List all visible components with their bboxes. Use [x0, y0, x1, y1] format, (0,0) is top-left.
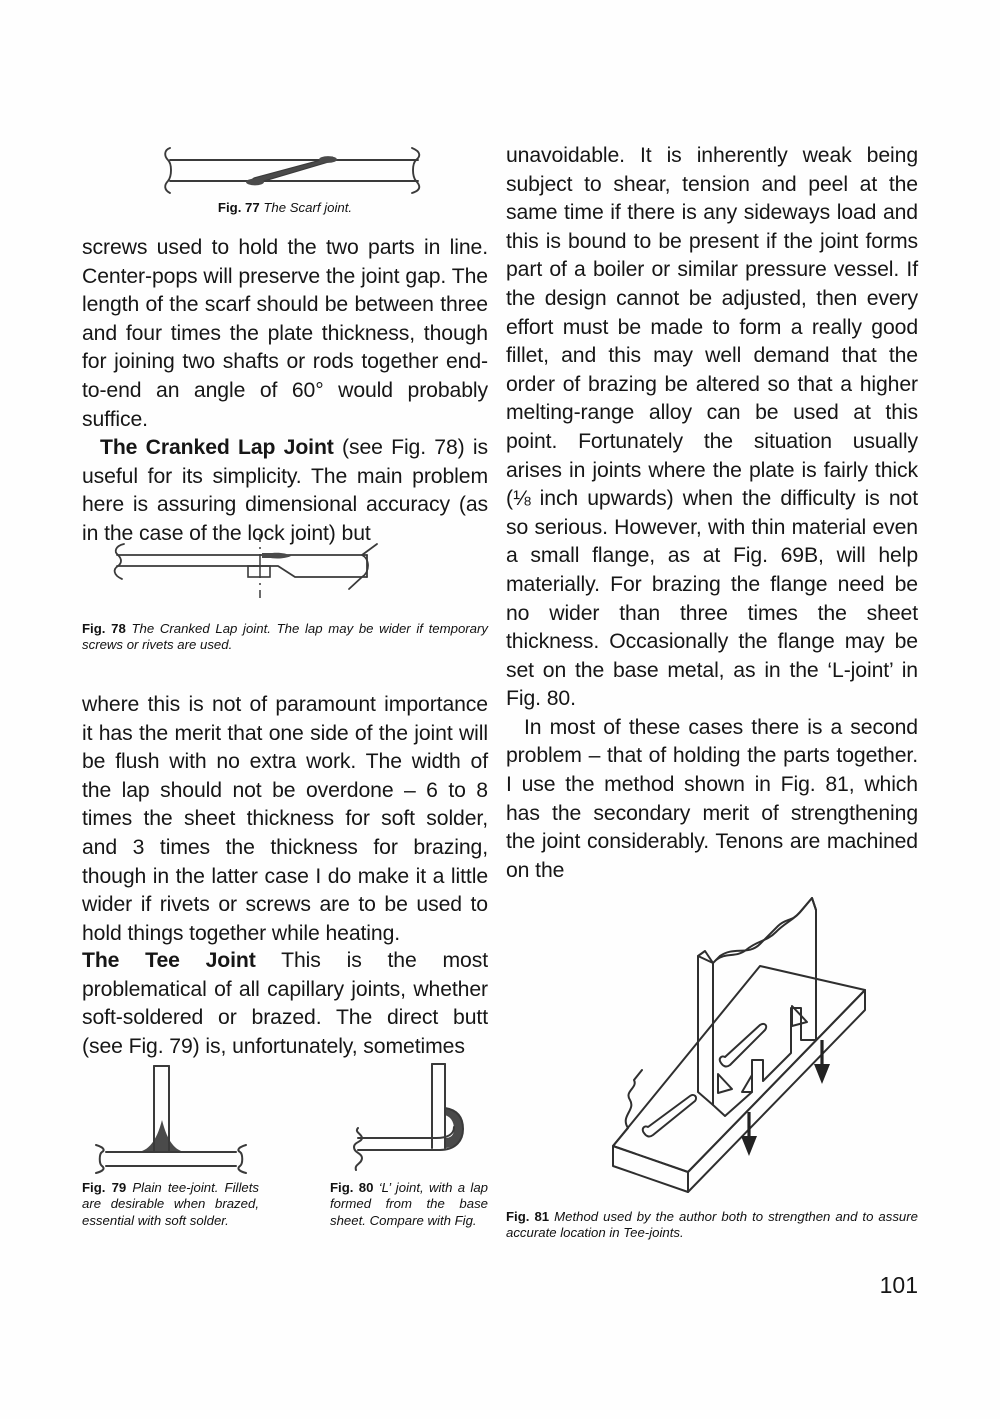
fillet-left [136, 1120, 162, 1152]
figure-80-caption-text: ‘L’ joint, with a lap formed from the base sheet. Compare with Fig. [330, 1180, 488, 1228]
figure-78-caption [82, 621, 488, 654]
scarf-joint-drawing [82, 140, 488, 198]
figure-79-caption [82, 1180, 259, 1229]
lap-fillet-2 [262, 553, 276, 558]
figure-81-caption-label: Fig. 81 [506, 1209, 550, 1224]
page-number: 101 [879, 1272, 918, 1298]
fillet-right [162, 1120, 187, 1152]
paragraph-unavoidable: unavoidable. It is inherently weak being subject to shear, tension and peel at the same time if there is any sideways load and this is bound to be present if the joint forms part of a boiler or similar pressure vessel. If the design cannot be adjusted, then every effort must be made to form a really good fillet, and this may well demand that the order of brazing be altered so that a higher melting-range alloy can be used at this point. Fortunately the situation usually arises in joints where the plate is fairly thick (⅛ inch upwards) when the difficulty is not so serious. However, with thin material even a small flange, as at Fig. 69B, will help materially. For brazing the flange need be no wider than three times the sheet thickness. Occasionally the flange may be set on the base metal, as in the ‘L-joint’ in Fig. 80. [506, 144, 918, 711]
figure-79-plain-tee-joint [84, 1052, 284, 1170]
figure-79-caption-label: Fig. 79 [82, 1180, 127, 1195]
paragraph-tee-joint [82, 947, 488, 1061]
figure-81-tenon-tee-joint [520, 848, 920, 1198]
paragraph-screws-used: screws used to hold the two parts in line. Center-pops will preserve the joint gap. The length of the scarf should be between three and four times the plate thickness, though for joining two shafts or rods together end-to-end an angle of 60° would probably suffice. [82, 236, 488, 431]
paragraph-cranked-lap-joint-rest: (see Fig. 78) is useful for its simplicity. The main problem here is assuring dimensional accuracy (as in the case of the lock joint) but [82, 436, 488, 545]
base-plate-break-edge [613, 1070, 642, 1146]
figure-78-caption-text: The Cranked Lap joint. The lap may be wider if temporary screws or rivets are used. [82, 621, 488, 653]
figure-81-caption [506, 1209, 918, 1242]
figure-81-caption-text: Method used by the author both to strengthen and to assure accurate location in Tee-joints. [506, 1209, 918, 1241]
paragraph-where-this-is-not: where this is not of paramount importance it has the merit that one side of the joint will be flush with no extra work. The width of the lap should not be overdone – 6 to 8 times the sheet thickness for soft solder, and 3 times the thickness for brazing, though in the latter case I do make it a little wider if rivets or screws are to be used to hold things together while heating. [82, 693, 488, 945]
paragraph-in-most-of-these-cases: In most of these cases there is a second problem – that of holding the parts together. I use the method shown in Fig. 81, which has the secondary merit of strengthening the joint considerably. Tenons are machined on the [506, 715, 918, 882]
figure-77-scarf-joint [82, 140, 488, 198]
right-column-text-block [506, 142, 918, 885]
plain-tee-joint-drawing [84, 1052, 284, 1170]
scarf-end-upper [319, 156, 337, 163]
vertical-plate-edge [698, 956, 713, 1105]
figure-78-cranked-lap-joint [82, 522, 488, 614]
cranked-lap-joint-drawing [82, 522, 488, 614]
tenon-rear [753, 1043, 763, 1060]
figure-78-caption-label: Fig. 78 [82, 621, 126, 636]
tenon-front [742, 1075, 752, 1092]
left-column-text-block-3 [82, 947, 488, 1061]
plate-top-right [812, 898, 816, 910]
figure-80-caption-label: Fig. 80 [330, 1180, 374, 1195]
left-column-text-block-2 [82, 691, 488, 948]
figure-77-caption-label: Fig. 77 [217, 200, 260, 215]
tenon-1 [718, 1074, 732, 1093]
figure-77-caption-text: The Scarf joint. [259, 200, 353, 215]
figure-80-caption [330, 1180, 488, 1229]
paragraph-tee-joint-rest: This is the most problematical of all capillary joints, whether soft-soldered or brazed. The direct butt (see Fig. 79) is, unfortunately, sometimes [82, 949, 488, 1058]
left-column-text-block-1 [82, 234, 488, 549]
scarf-end-lower [246, 179, 264, 186]
figure-79-caption-text: Plain tee-joint. Fillets are desirable when brazed, essential with soft solder. [82, 1180, 259, 1228]
scarf-fillet [250, 157, 332, 184]
l-joint-drawing [332, 1052, 512, 1170]
runhead-cranked-lap-joint: The Cranked Lap Joint [100, 436, 334, 460]
tenon-tee-joint-drawing [520, 848, 920, 1198]
figure-77-caption [82, 200, 488, 216]
runhead-tee-joint: The Tee Joint [82, 949, 256, 972]
base-plate-front [613, 1146, 688, 1192]
assembly-arrow-rear [814, 1040, 830, 1084]
figure-80-l-joint [332, 1052, 507, 1170]
